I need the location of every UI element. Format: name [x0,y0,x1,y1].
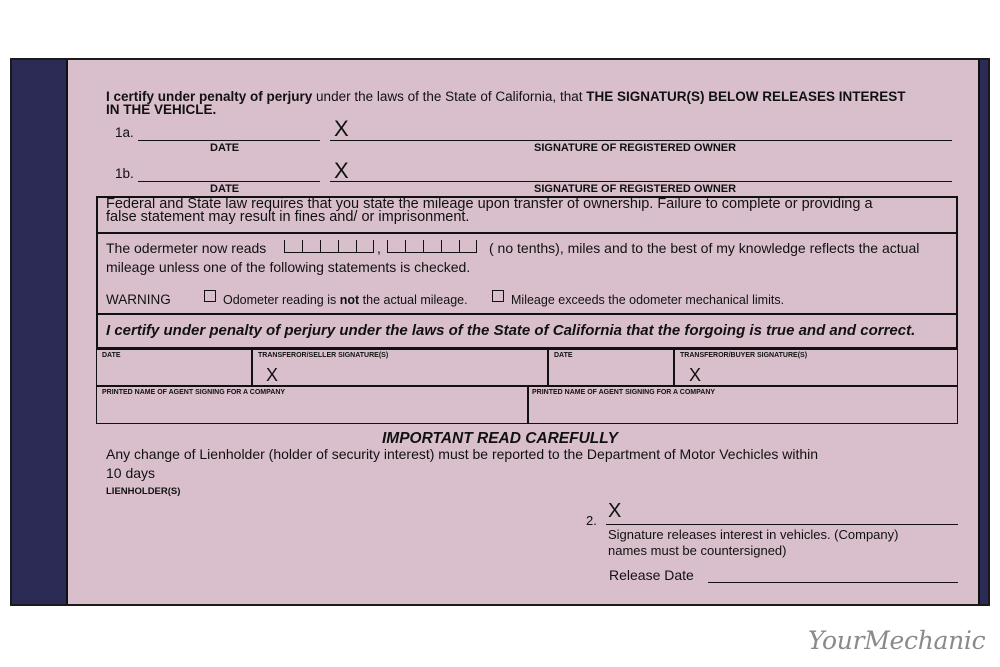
owner-signature-field-1a[interactable] [330,140,952,141]
seller-x-mark: X [266,365,279,385]
seller-date-label: DATE [102,352,121,359]
odometer-comma: , [377,240,381,256]
yourmechanic-logo: YourMechanic [808,626,986,655]
seller-date-cell[interactable] [96,349,252,386]
signature-caption-1a: SIGNATURE OF REGISTERED OWNER [534,142,737,154]
odometer-reads-suffix: ( no tenths), miles and to the best of my knowledge reflects the actual [489,240,920,256]
exceeds-limits-checkbox[interactable] [492,290,504,302]
exceeds-limits-label: Mileage exceeds the odometer mechanical limits. [511,293,785,307]
lienholder-label: LIENHOLDER(S) [106,486,181,497]
signature-x-1a: X [334,116,349,141]
buyer-date-cell[interactable] [548,349,674,386]
signature-x-1b: X [334,158,349,183]
buyer-agent-name-cell[interactable] [528,386,958,424]
owner-signature-field-1b[interactable] [330,181,952,182]
seller-agent-name-label: PRINTED NAME OF AGENT SIGNING FOR A COMPANY [102,389,286,396]
odometer-digits-units[interactable] [387,238,477,253]
signature-caption-1b: SIGNATURE OF REGISTERED OWNER [534,183,737,195]
release-date-field[interactable] [708,582,958,583]
odometer-notice-divider [96,232,958,234]
certify-true-correct: I certify under penalty of perjury under the laws of the State of California that the forgoing is true and and correct. [106,322,916,339]
date-caption-1a: DATE [210,142,240,154]
odometer-reads-line2: mileage unless one of the following statements is checked. [106,259,471,275]
release-line-number: 2. [586,513,597,528]
certification-statement: I certify under penalty of perjury under the laws of the State of California, that THE SIGNATUR(S) BELOW RELEASES INTEREST [106,89,906,104]
date-field-1a[interactable] [138,140,320,141]
seller-signature-cell[interactable] [252,349,548,386]
owner-line-1b-label: 1b. [115,166,134,181]
odometer-digits-thousands[interactable] [284,238,374,253]
release-date-label: Release Date [609,567,694,583]
important-heading: IMPORTANT READ CAREFULLY [382,430,618,447]
owner-line-1a-label: 1a. [115,125,134,140]
not-actual-mileage-checkbox[interactable] [204,290,216,302]
date-caption-1b: DATE [210,183,240,195]
buyer-x-mark: X [689,365,702,385]
lienholder-notice-line1: Any change of Lienholder (holder of security interest) must be reported to the Department of Motor Vechicles within [106,446,819,462]
buyer-signature-cell[interactable] [674,349,958,386]
not-actual-mileage-label: Odometer reading is not the actual mileage. [223,293,468,307]
buyer-agent-name-label: PRINTED NAME OF AGENT SIGNING FOR A COMPANY [532,389,716,396]
lienholder-notice-line2: 10 days [106,465,156,481]
buyer-date-label: DATE [554,352,573,359]
certify-divider [96,313,958,315]
release-x-mark: X [608,500,622,522]
odometer-reads-label: The odermeter now reads [106,240,267,256]
release-signature-field[interactable] [606,524,958,525]
certification-statement-end: IN THE VEHICLE. [106,102,217,117]
release-note: Signature releases interest in vehicles. (Company) names must be countersigned) [608,527,899,558]
date-field-1b[interactable] [138,181,320,182]
form-left-band [12,60,68,604]
seller-agent-name-cell[interactable] [96,386,528,424]
warning-label: WARNING [106,292,171,307]
form-right-band [978,60,988,604]
seller-signature-label: TRANSFEROR/SELLER SIGNATURE(S) [258,352,389,359]
buyer-signature-label: TRANSFEROR/BUYER SIGNATURE(S) [680,352,808,359]
mileage-law-notice: Federal and State law requires that you state the mileage upon transfer of ownership. Failure to complete or providing a false statement may result in fines and/ or imprisonment. [106,196,873,225]
